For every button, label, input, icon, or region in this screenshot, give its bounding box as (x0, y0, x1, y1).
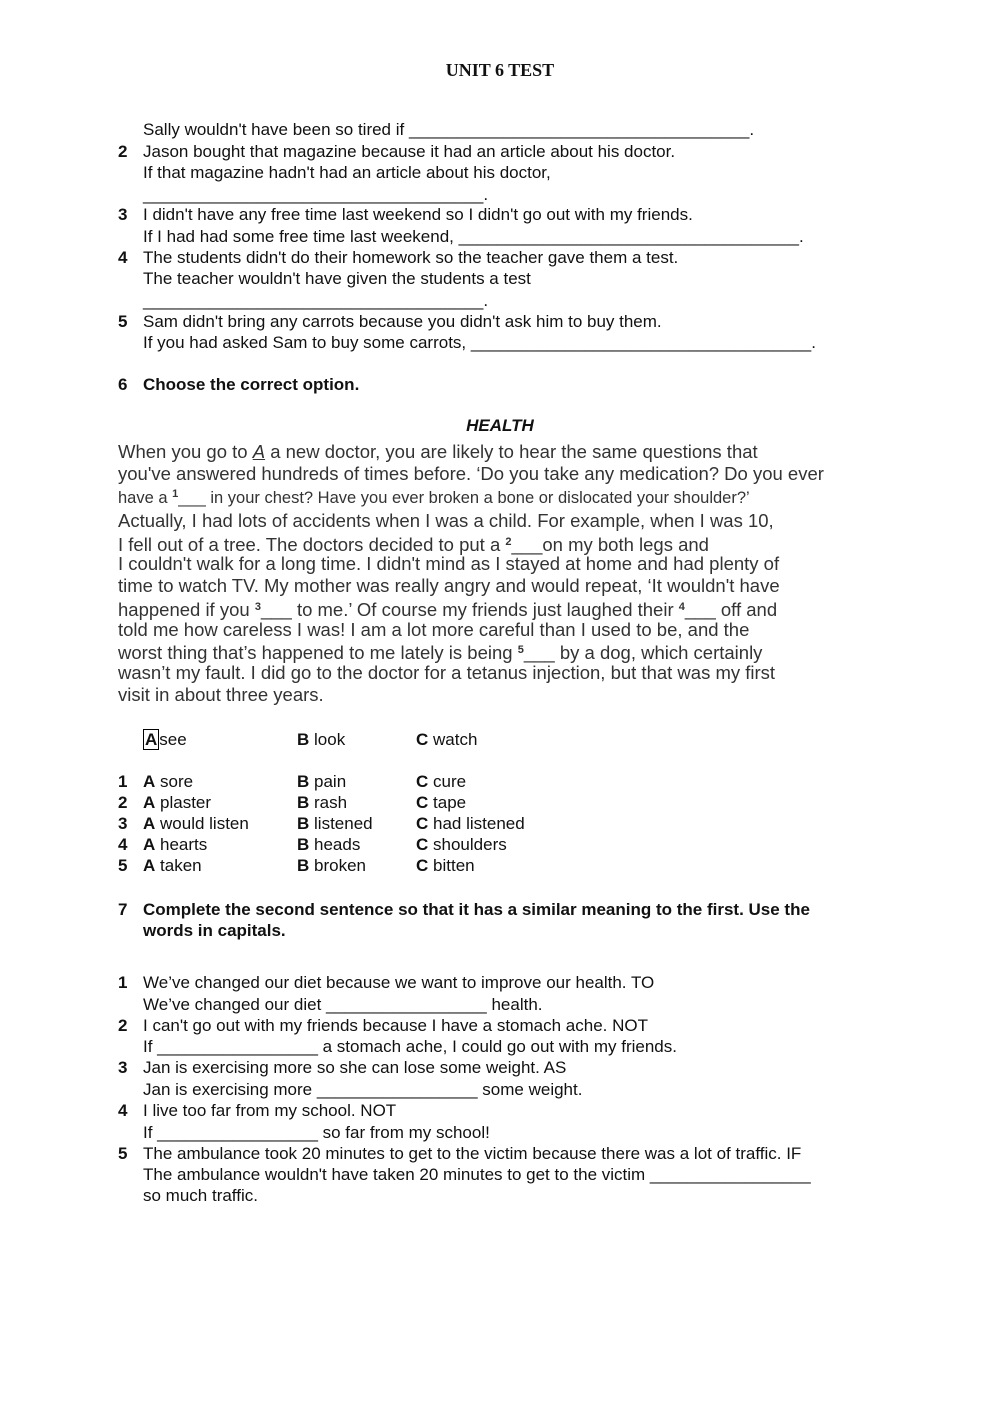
item-number: 2 (118, 142, 128, 161)
option-b: B look (297, 730, 346, 749)
option-c: C tape (416, 793, 467, 812)
ex5-line (0, 268, 1000, 289)
reading-passage (118, 441, 858, 705)
options-row (0, 771, 1000, 792)
ex7-line (0, 994, 1000, 1015)
options-row (0, 813, 1000, 834)
passage-line: I fell out of a tree. The doctors decided to put a $^2$___on my both legs and (118, 533, 709, 555)
option-b: B heads (297, 835, 361, 854)
ex7-line (0, 1185, 1000, 1206)
ex6-heading (0, 374, 1000, 395)
options-row (0, 834, 1000, 855)
passage-line: visit in about three years. (118, 683, 324, 705)
item-number: 5 (118, 312, 128, 331)
selected-letter: A (145, 730, 158, 749)
passage-line: you've answered hundreds of times before. ‘Do you take any medication? Do you ever (118, 462, 824, 484)
option-a: A plaster (143, 793, 212, 812)
item-text: If you had asked Sam to buy some carrots, ____________________________________. (143, 333, 816, 352)
option-c: C had listened (416, 814, 525, 833)
ex7-heading (0, 899, 1000, 920)
passage-title: HEALTH (466, 416, 534, 435)
item-text: The ambulance wouldn't have taken 20 minutes to get to the victim _________________ (143, 1165, 811, 1184)
item-number: 5 (118, 1144, 128, 1163)
item-text: I live too far from my school. NOT (143, 1101, 397, 1120)
gap-number: 3 (254, 600, 261, 613)
option-c: C shoulders (416, 835, 507, 854)
exercise-instruction: words in capitals. (143, 921, 286, 940)
item-text: If _________________ so far from my school! (143, 1123, 490, 1142)
passage-line: told me how careless I was! I am a lot more careful than I used to be, and the (118, 618, 750, 640)
exercise-number: 6 (118, 375, 128, 394)
item-text: Jan is exercising more so she can lose some weight. AS (143, 1058, 567, 1077)
ex7-line (0, 1079, 1000, 1100)
ex5-line (0, 332, 1000, 353)
option-a: A sore (143, 772, 194, 791)
passage-line: I couldn't walk for a long time. I didn't mind as I stayed at home and had plenty of (118, 553, 780, 575)
answer-blank: ____________________________________. (143, 291, 489, 310)
item-text: so much traffic. (143, 1186, 258, 1205)
gap-number: 4 (678, 600, 685, 613)
options-row (0, 855, 1000, 876)
ex5-line (0, 226, 1000, 247)
item-number: 1 (118, 973, 128, 992)
item-number: 3 (118, 205, 128, 224)
ex7-line (0, 1036, 1000, 1057)
ex7-line (0, 972, 1000, 993)
passage-line: wasn’t my fault. I did go to the doctor for a tetanus injection, but that was my first (118, 661, 776, 683)
exercise-number: 7 (118, 900, 128, 919)
option-c: C bitten (416, 856, 475, 875)
item-number: 2 (118, 793, 128, 812)
ex5-line (0, 204, 1000, 225)
option-c: C cure (416, 772, 467, 791)
ex5-line (0, 311, 1000, 332)
ex5-line (0, 141, 1000, 162)
item-number: 1 (118, 772, 128, 791)
example-options-row (0, 729, 1000, 750)
ex5-line (0, 119, 1000, 140)
item-text: I didn't have any free time last weekend so I didn't go out with my friends. (143, 205, 693, 224)
example-answer: A (252, 441, 266, 462)
ex7-line (0, 1122, 1000, 1143)
item-text: Sam didn't bring any carrots because you didn't ask him to buy them. (143, 312, 662, 331)
exercise-instruction: Complete the second sentence so that it has a similar meaning to the first. Use the (143, 900, 810, 919)
gap-number: 5 (517, 644, 524, 657)
item-number: 2 (118, 1016, 128, 1035)
item-text: If I had had some free time last weekend, ____________________________________. (143, 227, 804, 246)
option-a: A hearts (143, 835, 208, 854)
option-a: A see (145, 730, 187, 749)
item-number: 5 (118, 856, 128, 875)
passage-line: worst thing that’s happened to me lately is being $^5$___ by a dog, which certainly (118, 642, 763, 664)
ex5-line (0, 184, 1000, 205)
option-b: B broken (297, 856, 366, 875)
option-a: A would listen (143, 814, 249, 833)
passage-line: have a $^1$___ in your chest? Have you ever broken a bone or dislocated your shoulder?’ (118, 488, 750, 508)
option-b: B rash (297, 793, 348, 812)
option-a: A taken (143, 856, 202, 875)
item-number: 4 (118, 1101, 128, 1120)
item-text: Jan is exercising more _________________ some weight. (143, 1080, 583, 1099)
ex5-line (0, 247, 1000, 268)
ex7-heading-cont (0, 920, 1000, 941)
option-b: B pain (297, 772, 347, 791)
ex7-line (0, 1015, 1000, 1036)
item-text: If that magazine hadn't had an article about his doctor, (143, 163, 551, 182)
options-row (0, 792, 1000, 813)
option-b: B listened (297, 814, 373, 833)
gap-number: 1 (172, 488, 179, 501)
item-number: 3 (118, 814, 128, 833)
passage-line: Actually, I had lots of accidents when I was a child. For example, when I was 10, (118, 510, 774, 532)
page-title: UNIT 6 TEST (445, 60, 555, 80)
item-text: If _________________ a stomach ache, I could go out with my friends. (143, 1037, 677, 1056)
ex5-line (0, 290, 1000, 311)
passage-line: happened if you $^3$___ to me.’ Of course my friends just laughed their $^4$___ off and (118, 598, 778, 620)
item-text: The teacher wouldn't have given the students a test (143, 269, 531, 288)
ex7-line (0, 1057, 1000, 1078)
item-text: Sally wouldn't have been so tired if ____________________________________. (143, 120, 755, 139)
item-text: We’ve changed our diet because we want to improve our health. TO (143, 973, 655, 992)
item-number: 3 (118, 1058, 128, 1077)
passage-line: time to watch TV. My mother was really angry and would repeat, ‘It wouldn't have (118, 575, 780, 597)
answer-blank: ____________________________________. (143, 185, 489, 204)
item-text: The students didn't do their homework so the teacher gave them a test. (143, 248, 679, 267)
item-text: We’ve changed our diet _________________ health. (143, 995, 543, 1014)
item-text: The ambulance took 20 minutes to get to the victim because there was a lot of traffic. IF (143, 1144, 802, 1163)
exercise-instruction: Choose the correct option. (143, 375, 360, 394)
gap-number: 2 (505, 535, 512, 548)
ex7-line (0, 1164, 1000, 1185)
item-number: 4 (118, 835, 128, 854)
ex7-line (0, 1143, 1000, 1164)
ex7-line (0, 1100, 1000, 1121)
item-number: 4 (118, 248, 128, 267)
option-c: C watch (416, 730, 478, 749)
item-text: I can't go out with my friends because I have a stomach ache. NOT (143, 1016, 648, 1035)
passage-line: When you go to A a new doctor, you are likely to hear the same questions that (118, 441, 758, 462)
ex5-line (0, 162, 1000, 183)
item-text: Jason bought that magazine because it had an article about his doctor. (143, 142, 676, 161)
